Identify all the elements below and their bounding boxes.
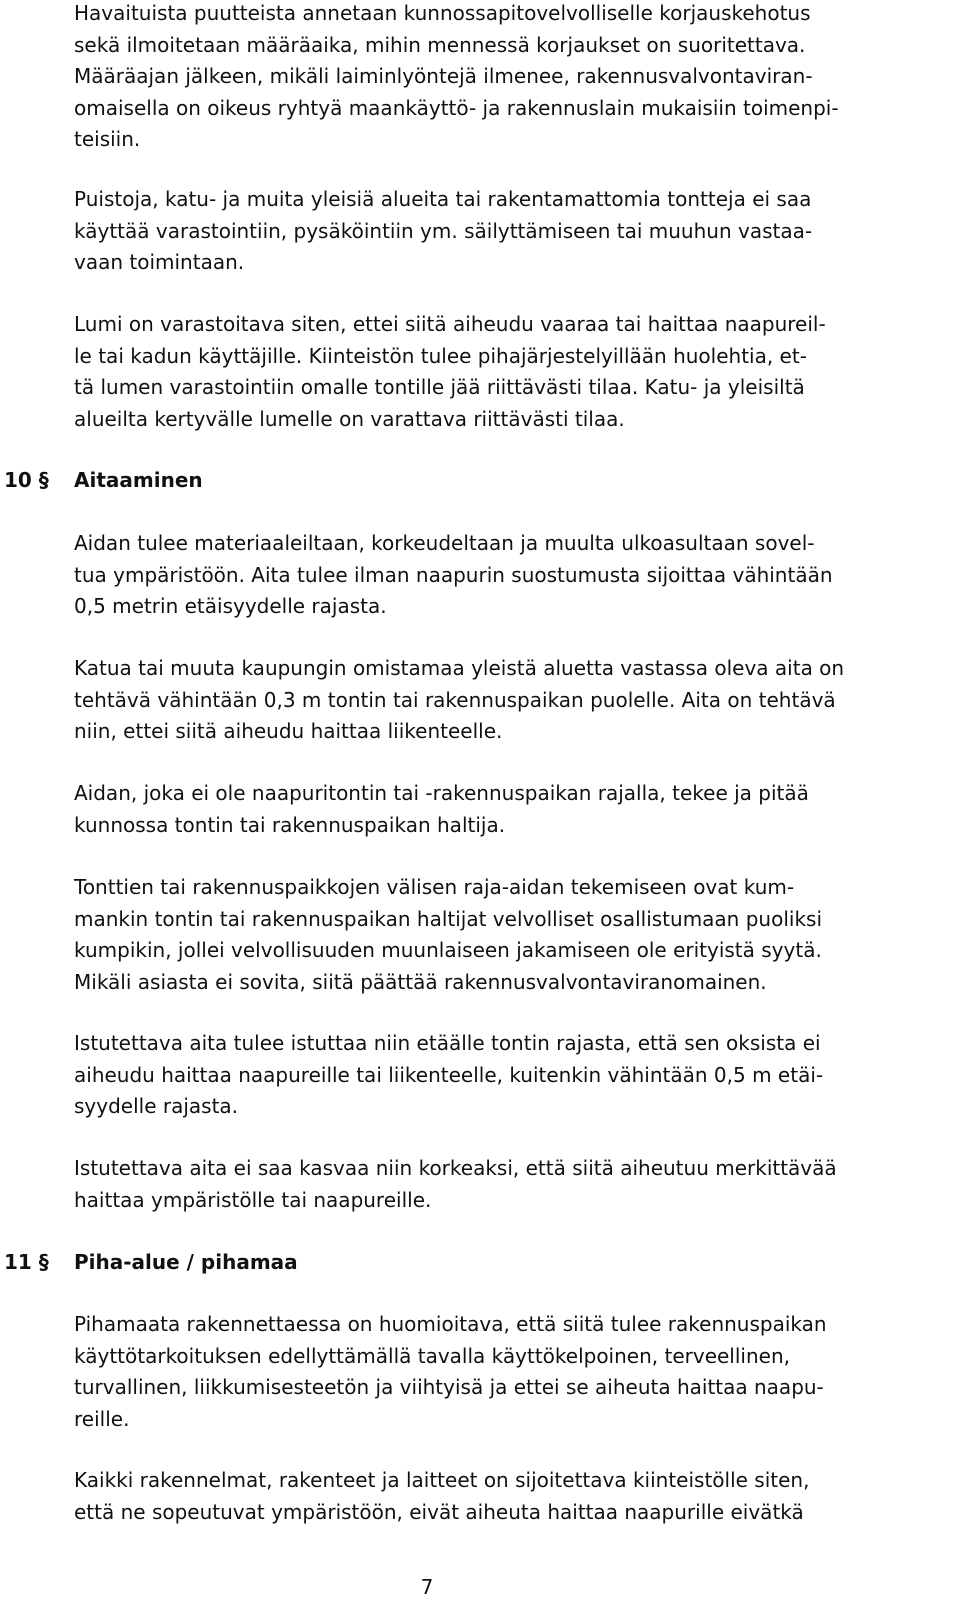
text-line: teisiin.: [74, 127, 141, 151]
text-line: tua ympäristöön. Aita tulee ilman naapurin suostumusta sijoittaa vähintään: [74, 562, 833, 587]
text-line: Katua tai muuta kaupungin omistamaa yleistä aluetta vastassa oleva aita on: [74, 656, 845, 680]
paragraph-aidan-haltija: [74, 778, 946, 841]
paragraph-lumi: [74, 309, 946, 435]
text-line: Aidan, joka ei ole naapuritontin tai -rakennuspaikan rajalla, tekee ja pitää: [74, 781, 809, 805]
paragraph-pihamaa: [74, 1309, 946, 1435]
text-line: Pihamaata rakennettaessa on huomioitava, että siitä tulee rakennuspaikan: [74, 1312, 827, 1336]
paragraph-aidan-materiaali: [74, 528, 946, 623]
paragraph-katua-vastassa: [74, 653, 946, 748]
paragraph-puistot: [74, 184, 946, 279]
section-heading-10: [0, 465, 940, 497]
page-number: 7: [420, 1575, 434, 1599]
text-line: Määräajan jälkeen, mikäli laiminlyöntejä ilmenee, rakennusvalvontaviran-: [74, 64, 813, 88]
text-line: mankin tontin tai rakennuspaikan haltijat velvolliset osallistumaan puoliksi: [74, 906, 822, 931]
section-number: 10 §: [4, 468, 49, 492]
paragraph-korjauskehotus: [74, 0, 946, 156]
text-line: Puistoja, katu- ja muita yleisiä alueita tai rakentamattomia tontteja ei saa: [74, 187, 812, 211]
text-line: kumpikin, jollei velvollisuuden muunlaiseen jakamiseen ole erityistä syytä.: [74, 938, 822, 962]
section-number: 11 §: [4, 1250, 49, 1274]
text-line: Aidan tulee materiaaleiltaan, korkeudeltaan ja muulta ulkoasultaan sovel-: [74, 531, 815, 555]
text-line: aiheudu haittaa naapureille tai liikenteelle, kuitenkin vähintään 0,5 m etäi-: [74, 1062, 824, 1087]
text-line: vaan toimintaan.: [74, 250, 245, 274]
text-line: syydelle rajasta.: [74, 1094, 239, 1118]
text-line: tä lumen varastointiin omalle tontille jää riittävästi tilaa. Katu- ja yleisiltä: [74, 375, 805, 399]
text-line: reille.: [74, 1406, 130, 1431]
paragraph-rakennelmat: [74, 1465, 946, 1528]
text-line: 0,5 metrin etäisyydelle rajasta.: [74, 594, 387, 618]
text-line: tehtävä vähintään 0,3 m tontin tai rakennuspaikan puolelle. Aita on tehtävä: [74, 687, 836, 712]
section-title: Aitaaminen: [74, 468, 203, 492]
text-line: Mikäli asiasta ei sovita, siitä päättää rakennusvalvontaviranomainen.: [74, 969, 767, 994]
text-line: Lumi on varastoitava siten, ettei siitä aiheudu vaaraa tai haittaa naapureil-: [74, 312, 826, 336]
text-line: le tai kadun käyttäjille. Kiinteistön tulee pihajärjestelyillään huolehtia, et-: [74, 343, 807, 368]
text-line: Tonttien tai rakennuspaikkojen välisen raja-aidan tekemiseen ovat kum-: [74, 875, 795, 899]
text-line: käyttää varastointiin, pysäköintiin ym. säilyttämiseen tai muuhun vastaa-: [74, 218, 813, 243]
section-heading-11: [0, 1247, 940, 1279]
text-line: kunnossa tontin tai rakennuspaikan haltija.: [74, 812, 506, 837]
text-line: Istutettava aita tulee istuttaa niin etäälle tontin rajasta, että sen oksista ei: [74, 1031, 821, 1055]
text-line: haittaa ympäristölle tai naapureille.: [74, 1187, 432, 1212]
text-line: sekä ilmoitetaan määräaika, mihin mennessä korjaukset on suoritettava.: [74, 32, 806, 57]
text-line: Kaikki rakennelmat, rakenteet ja laitteet on sijoitettava kiinteistölle siten,: [74, 1468, 810, 1492]
text-line: alueilta kertyvälle lumelle on varattava riittävästi tilaa.: [74, 406, 625, 431]
paragraph-istutettava-korkeus: [74, 1153, 946, 1216]
text-line: että ne sopeutuvat ympäristöön, eivät aiheuta haittaa naapurille eivätkä: [74, 1499, 804, 1524]
text-line: käyttötarkoituksen edellyttämällä tavalla käyttökelpoinen, terveellinen,: [74, 1343, 790, 1368]
text-line: niin, ettei siitä aiheudu haittaa liikenteelle.: [74, 719, 503, 743]
section-title: Piha-alue / pihamaa: [74, 1250, 298, 1274]
paragraph-raja-aita: [74, 872, 946, 998]
text-line: turvallinen, liikkumisesteetön ja viihtyisä ja ettei se aiheuta haittaa naapu-: [74, 1375, 824, 1399]
paragraph-istutettava-etaisyys: [74, 1028, 946, 1123]
text-line: omaisella on oikeus ryhtyä maankäyttö- ja rakennuslain mukaisiin toimenpi-: [74, 95, 839, 120]
text-line: Istutettava aita ei saa kasvaa niin korkeaksi, että siitä aiheutuu merkittävää: [74, 1156, 837, 1180]
text-line: Havaituista puutteista annetaan kunnossapitovelvolliselle korjauskehotus: [74, 1, 811, 25]
